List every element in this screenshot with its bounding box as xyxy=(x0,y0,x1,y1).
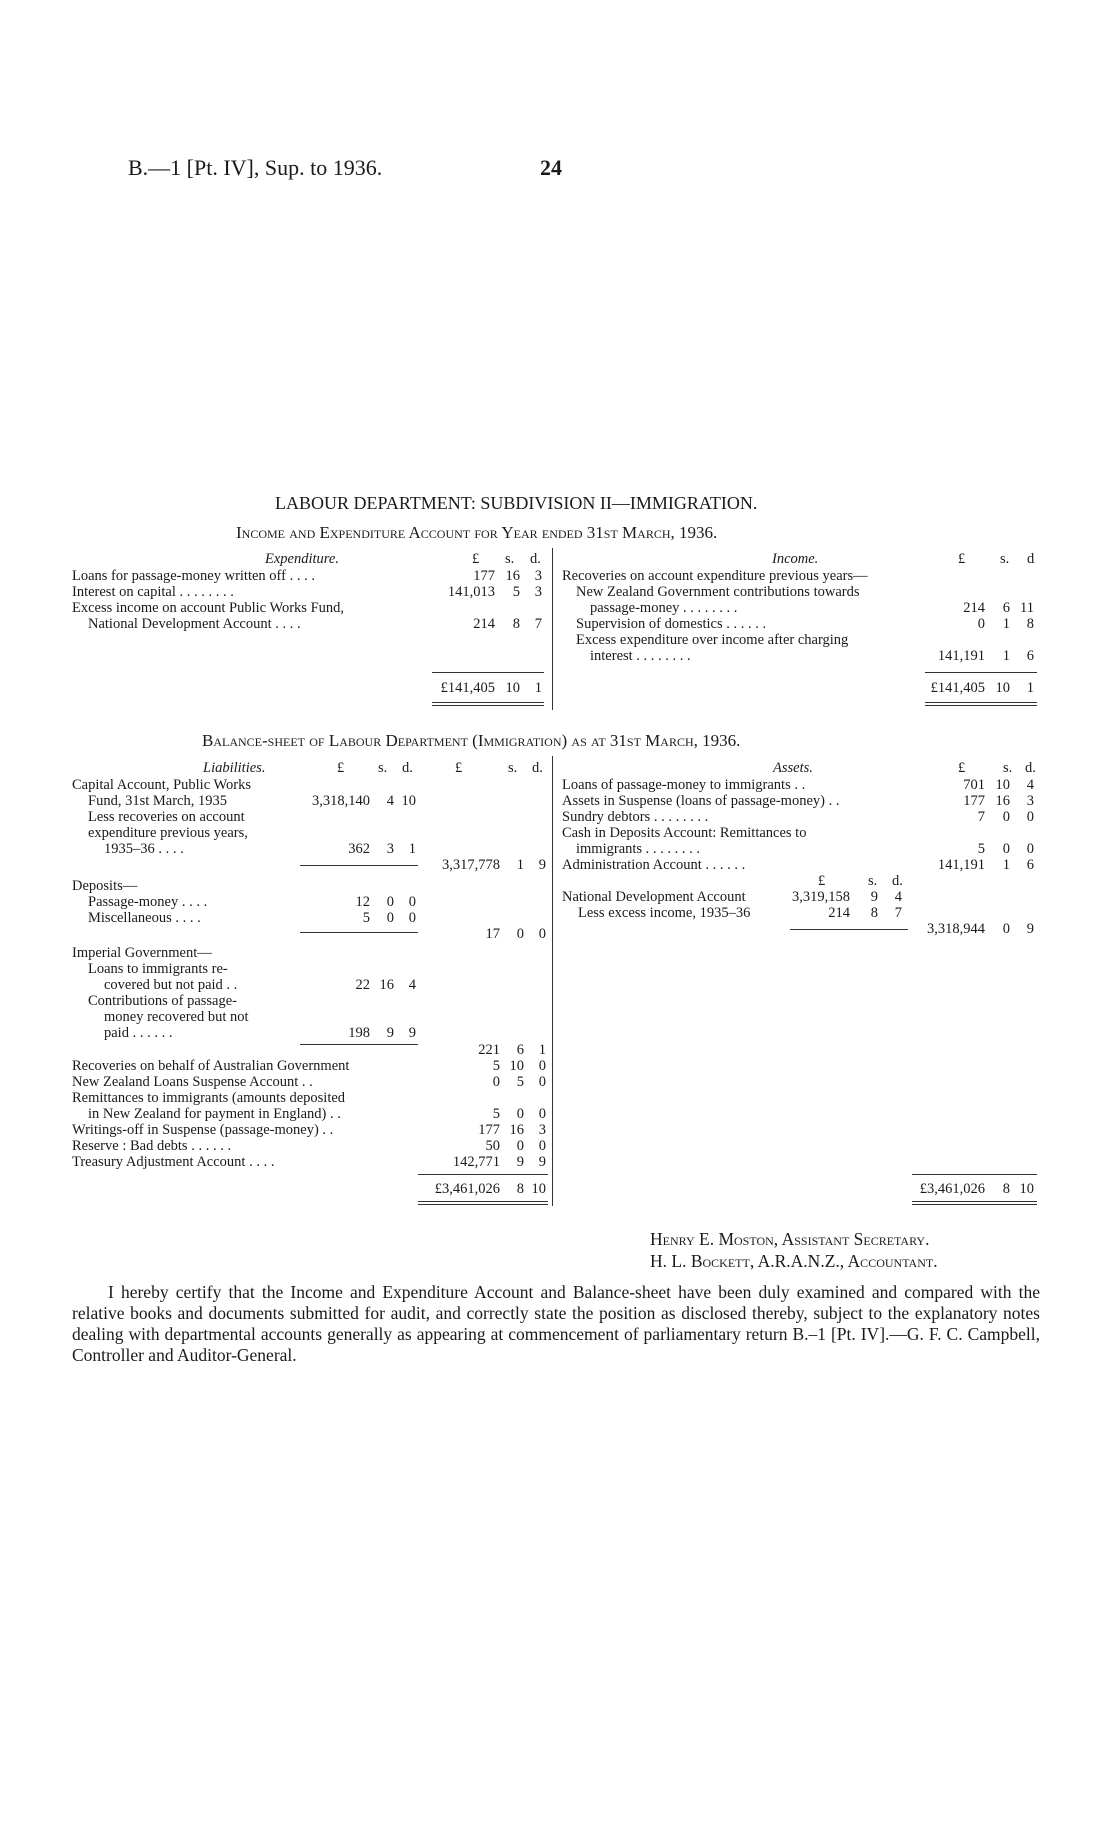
liab-label: Less recoveries on account xyxy=(88,809,245,825)
inc-pence: 6 xyxy=(1026,648,1034,664)
nda-less-shillings: 8 xyxy=(870,905,878,921)
exp-col-shilling: s. xyxy=(505,551,515,567)
exp-pounds: 177 xyxy=(473,568,495,584)
liab-label: Contributions of passage- xyxy=(88,993,238,1009)
nda-col-pence: d. xyxy=(892,873,903,889)
liab-col2-pound: £ xyxy=(455,760,463,776)
liab-shillings: 9 xyxy=(386,1025,394,1041)
liab-col-shilling: s. xyxy=(378,760,388,776)
liab-col-pence: d. xyxy=(402,760,413,776)
exp-pounds: 141,013 xyxy=(447,584,495,600)
liab-total-pounds: 50 xyxy=(485,1138,500,1154)
exp-label: Interest on capital . . . . . . . . xyxy=(72,584,234,600)
assets-grand-total-pence: 10 xyxy=(1019,1181,1034,1197)
liab-shillings: 4 xyxy=(386,793,394,809)
exp-total-rule-2 xyxy=(432,705,544,706)
inc-total-rule xyxy=(925,702,1037,703)
inc-subtotal-rule xyxy=(925,672,1037,673)
exp-pence: 7 xyxy=(534,616,542,632)
liab-grand-total-pounds: £3,461,026 xyxy=(434,1181,500,1197)
liab-grand-rule xyxy=(418,1174,548,1175)
liab-label: 1935–36 . . . . xyxy=(104,841,184,857)
liab-shillings: 0 xyxy=(386,894,394,910)
liab-total-pounds: 17 xyxy=(485,926,500,942)
nda-less-pounds: 214 xyxy=(828,905,850,921)
inc-total-pounds: £141,405 xyxy=(930,680,985,696)
liab-total-pence: 0 xyxy=(538,1074,546,1090)
liab-subtotal-rule xyxy=(300,865,418,866)
inc-pence: 8 xyxy=(1026,616,1034,632)
liab-grand-rule-2 xyxy=(418,1201,548,1202)
asset-pence: 0 xyxy=(1026,841,1034,857)
liab-label: Fund, 31st March, 1935 xyxy=(88,793,227,809)
liab-total-pounds: 221 xyxy=(478,1042,500,1058)
nda-pounds: 3,319,158 xyxy=(792,889,850,905)
liab-shillings: 16 xyxy=(379,977,394,993)
liab-pounds: 198 xyxy=(348,1025,370,1041)
asset-label: immigrants . . . . . . . . xyxy=(576,841,701,857)
liab-total-shillings: 9 xyxy=(516,1154,524,1170)
inc-col-pence: d xyxy=(1027,551,1035,567)
exp-shillings: 16 xyxy=(505,568,520,584)
liab-label: paid . . . . . . xyxy=(104,1025,173,1041)
liab-total-shillings: 10 xyxy=(509,1058,524,1074)
liab-subtotal-rule xyxy=(300,932,418,933)
inc-shillings: 1 xyxy=(1002,648,1010,664)
nda-label: National Development Account xyxy=(562,889,746,905)
inc-label: passage-money . . . . . . . . xyxy=(590,600,738,616)
exp-shillings: 5 xyxy=(512,584,520,600)
liab-label: covered but not paid . . xyxy=(104,977,238,993)
liab-total-pence: 9 xyxy=(538,1154,546,1170)
liab-label: Deposits— xyxy=(72,878,138,894)
assets-grand-rule-3 xyxy=(912,1204,1037,1205)
inc-col-pound: £ xyxy=(958,551,966,567)
inc-shillings: 6 xyxy=(1002,600,1010,616)
liab-total-pence: 3 xyxy=(538,1122,546,1138)
asset-shillings: 16 xyxy=(995,793,1010,809)
liab-pounds: 22 xyxy=(355,977,370,993)
asset-shillings: 0 xyxy=(1002,841,1010,857)
nda-net-pounds: 3,318,944 xyxy=(927,921,985,937)
liab-col2-shilling: s. xyxy=(508,760,518,776)
assets-col-pound: £ xyxy=(958,760,966,776)
nda-col-pound: £ xyxy=(818,873,826,889)
inc-pounds: 0 xyxy=(977,616,985,632)
asset-label: Cash in Deposits Account: Remittances to xyxy=(562,825,807,841)
liab-label: Remittances to immigrants (amounts deposited xyxy=(72,1090,346,1106)
liab-label: Capital Account, Public Works xyxy=(72,777,251,793)
liab-total-pence: 0 xyxy=(538,1138,546,1154)
liab-pence: 9 xyxy=(408,1025,416,1041)
liab-total-pence: 0 xyxy=(538,926,546,942)
liab-label: New Zealand Loans Suspense Account . . xyxy=(72,1074,313,1090)
liab-col2-pence: d. xyxy=(532,760,543,776)
liab-total-pence: 0 xyxy=(538,1058,546,1074)
nda-less-label: Less excess income, 1935–36 xyxy=(578,905,751,921)
liab-subtotal-rule xyxy=(300,1044,418,1045)
exp-subtotal-rule xyxy=(432,672,544,673)
liab-total-shillings: 0 xyxy=(516,1106,524,1122)
inc-label: interest . . . . . . . . xyxy=(590,648,691,664)
liab-total-shillings: 16 xyxy=(509,1122,524,1138)
asset-pounds: 7 xyxy=(977,809,985,825)
liab-total-shillings: 5 xyxy=(516,1074,524,1090)
inc-total-shillings: 10 xyxy=(995,680,1010,696)
inc-shillings: 1 xyxy=(1002,616,1010,632)
audit-certificate: I hereby certify that the Income and Expenditure Account and Balance-sheet have been duly examined and compared with the relative books and documents submitted for audit, and correctly state the position as disclosed thereby, subject to the explanatory notes dealing with departmental accounts generally as appearing at commencement of parliamentary return B.–1 [Pt. IV].—G. F. C. Campbell, Controller and Auditor-General. xyxy=(72,1282,1040,1365)
liab-total-pounds: 142,771 xyxy=(452,1154,500,1170)
liab-grand-rule-3 xyxy=(418,1204,548,1205)
assets-col-shilling: s. xyxy=(1003,760,1013,776)
liab-label: money recovered but not xyxy=(104,1009,249,1025)
income-account-title: Income and Expenditure Account for Year ended 31st March, 1936. xyxy=(236,523,718,542)
expenditure-heading: Expenditure. xyxy=(265,551,339,567)
liab-label: Recoveries on behalf of Australian Government xyxy=(72,1058,350,1074)
inc-label: Recoveries on account expenditure previous years— xyxy=(562,568,868,584)
signature-secretary: Henry E. Moston, Assistant Secretary. xyxy=(650,1229,930,1249)
inc-total-rule-2 xyxy=(925,705,1037,706)
section-title: LABOUR DEPARTMENT: SUBDIVISION II—IMMIGRATION. xyxy=(275,493,758,513)
liab-pounds: 5 xyxy=(362,910,370,926)
exp-total-rule xyxy=(432,702,544,703)
inc-pence: 11 xyxy=(1020,600,1034,616)
liab-total-shillings: 0 xyxy=(516,1138,524,1154)
liab-pence: 0 xyxy=(408,894,416,910)
asset-label: Assets in Suspense (loans of passage-money) . . xyxy=(562,793,840,809)
liab-label: Passage-money . . . . xyxy=(88,894,208,910)
liabilities-heading: Liabilities. xyxy=(203,760,266,776)
exp-total-pounds: £141,405 xyxy=(440,680,495,696)
balance-sheet-divider xyxy=(552,756,553,1206)
nda-shillings: 9 xyxy=(870,889,878,905)
inc-label: Supervision of domestics . . . . . . xyxy=(576,616,767,632)
liab-shillings: 3 xyxy=(386,841,394,857)
nda-subtotal-rule xyxy=(790,929,908,930)
liab-shillings: 0 xyxy=(386,910,394,926)
liab-label: Writings-off in Suspense (passage-money) . . xyxy=(72,1122,334,1138)
liab-label: Reserve : Bad debts . . . . . . xyxy=(72,1138,232,1154)
exp-pence: 3 xyxy=(534,568,542,584)
liab-pence: 4 xyxy=(408,977,416,993)
inc-col-shilling: s. xyxy=(1000,551,1010,567)
nda-net-pence: 9 xyxy=(1026,921,1034,937)
signature-accountant: H. L. Bockett, A.R.A.N.Z., Accountant. xyxy=(650,1251,938,1271)
exp-total-shillings: 10 xyxy=(505,680,520,696)
asset-pence: 0 xyxy=(1026,809,1034,825)
liab-total-shillings: 6 xyxy=(516,1042,524,1058)
liab-pence: 1 xyxy=(408,841,416,857)
assets-grand-total-pounds: £3,461,026 xyxy=(919,1181,985,1197)
nda-pence: 4 xyxy=(894,889,902,905)
assets-grand-total-shillings: 8 xyxy=(1002,1181,1010,1197)
exp-label: Excess income on account Public Works Fund, xyxy=(72,600,345,616)
liab-total-pounds: 5 xyxy=(492,1106,500,1122)
liab-label: expenditure previous years, xyxy=(88,825,248,841)
liab-pounds: 362 xyxy=(348,841,370,857)
asset-shillings: 10 xyxy=(995,777,1010,793)
inc-pounds: 214 xyxy=(963,600,985,616)
exp-shillings: 8 xyxy=(512,616,520,632)
exp-col-pence: d. xyxy=(530,551,541,567)
liab-label: Treasury Adjustment Account . . . . xyxy=(72,1154,275,1170)
liab-total-pence: 0 xyxy=(538,1106,546,1122)
asset-pounds: 177 xyxy=(963,793,985,809)
asset-pence: 4 xyxy=(1026,777,1034,793)
nda-less-pence: 7 xyxy=(894,905,902,921)
liab-total-pence: 9 xyxy=(538,857,546,873)
liab-total-pounds: 5 xyxy=(492,1058,500,1074)
balance-sheet-title: Balance-sheet of Labour Department (Immigration) as at 31st March, 1936. xyxy=(202,731,741,750)
inc-total-pence: 1 xyxy=(1026,680,1034,696)
income-account-divider xyxy=(552,548,553,710)
document-code: B.—1 [Pt. IV], Sup. to 1936. xyxy=(128,155,383,180)
liab-pounds: 3,318,140 xyxy=(312,793,370,809)
liab-total-pounds: 177 xyxy=(478,1122,500,1138)
asset-pounds: 141,191 xyxy=(937,857,985,873)
asset-shillings: 0 xyxy=(1002,809,1010,825)
inc-label: New Zealand Government contributions towards xyxy=(576,584,860,600)
liab-total-shillings: 1 xyxy=(516,857,524,873)
asset-shillings: 1 xyxy=(1002,857,1010,873)
inc-label: Excess expenditure over income after charging xyxy=(576,632,849,648)
assets-col-pence: d. xyxy=(1025,760,1036,776)
nda-net-shillings: 0 xyxy=(1002,921,1010,937)
liab-pence: 10 xyxy=(401,793,416,809)
liab-pounds: 12 xyxy=(355,894,370,910)
assets-grand-rule xyxy=(912,1174,1037,1175)
income-heading: Income. xyxy=(772,551,819,567)
exp-pence: 3 xyxy=(534,584,542,600)
liab-grand-total-shillings: 8 xyxy=(516,1181,524,1197)
assets-heading: Assets. xyxy=(773,760,813,776)
liab-pence: 0 xyxy=(408,910,416,926)
liab-label: in New Zealand for payment in England) . . xyxy=(88,1106,341,1122)
inc-pounds: 141,191 xyxy=(937,648,985,664)
exp-col-pound: £ xyxy=(472,551,480,567)
liab-grand-total-pence: 10 xyxy=(531,1181,546,1197)
asset-pounds: 5 xyxy=(977,841,985,857)
liab-total-pounds: 0 xyxy=(492,1074,500,1090)
liab-total-pence: 1 xyxy=(538,1042,546,1058)
page-number: 24 xyxy=(540,155,562,180)
asset-label: Administration Account . . . . . . xyxy=(562,857,746,873)
liab-col-pound: £ xyxy=(337,760,345,776)
asset-label: Sundry debtors . . . . . . . . xyxy=(562,809,709,825)
asset-pounds: 701 xyxy=(963,777,985,793)
liab-label: Miscellaneous . . . . xyxy=(88,910,201,926)
liab-label: Loans to immigrants re- xyxy=(88,961,228,977)
liab-total-pounds: 3,317,778 xyxy=(442,857,500,873)
assets-grand-rule-2 xyxy=(912,1201,1037,1202)
asset-pence: 6 xyxy=(1026,857,1034,873)
exp-label: National Development Account . . . . xyxy=(88,616,301,632)
liab-label: Imperial Government— xyxy=(72,945,212,961)
asset-label: Loans of passage-money to immigrants . . xyxy=(562,777,806,793)
liab-total-shillings: 0 xyxy=(516,926,524,942)
exp-pounds: 214 xyxy=(473,616,495,632)
exp-label: Loans for passage-money written off . . . . xyxy=(72,568,315,584)
exp-total-pence: 1 xyxy=(534,680,542,696)
asset-pence: 3 xyxy=(1026,793,1034,809)
nda-col-shilling: s. xyxy=(868,873,878,889)
